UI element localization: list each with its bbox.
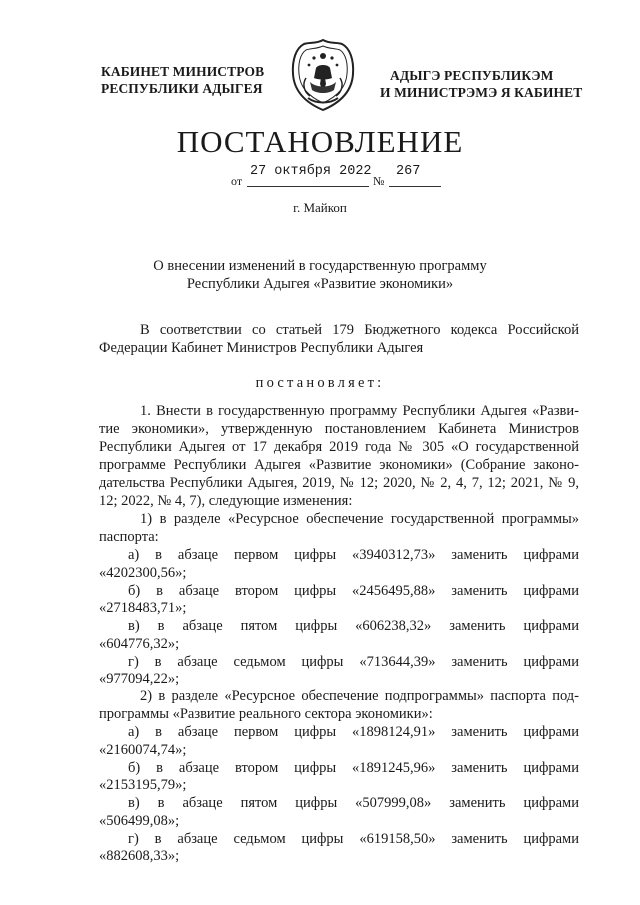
issuer-ady-line1: АДЫГЭ РЕСПУБЛИКЭМ <box>390 68 554 83</box>
subpoint2-line2: программы «Развитие реального сектора экономики»: <box>99 706 433 722</box>
item-word: цифрами <box>523 547 579 563</box>
item-word: втором <box>234 582 279 599</box>
item-word: абзаце <box>178 759 220 776</box>
item-word: заменить <box>451 830 508 847</box>
item-word: в <box>156 759 163 776</box>
s2-item-1 <box>128 724 579 742</box>
item-word: цифры <box>294 582 337 599</box>
item-word: цифры <box>294 547 337 563</box>
item-word: цифры <box>295 795 338 811</box>
s2-item-2-new-value: «2153195,79»; <box>99 777 187 793</box>
item-word: абзаце <box>177 830 218 847</box>
item-word: «1891245,96» <box>352 759 436 776</box>
preamble-line1: В соответствии со статьей 179 Бюджетного кодекса Российской <box>140 322 579 338</box>
item-word: заменить <box>449 618 506 634</box>
item-word: цифрами <box>523 618 579 634</box>
item-word: цифры <box>294 759 337 776</box>
body-p1-line3: Республики Адыгея от 17 декабря 2019 года № 305 «О государственной <box>99 439 579 455</box>
item-word: абзаце <box>177 653 218 670</box>
city-line: г. Майкоп <box>293 200 347 215</box>
item-word: абзаце <box>177 547 219 563</box>
item-word: а) <box>128 547 140 563</box>
s1-item-1 <box>128 547 579 565</box>
subject-line2: Республики Адыгея «Развитие экономики» <box>186 275 454 292</box>
body-p1-line1: 1. Внести в государственную программу Республики Адыгея «Разви- <box>140 403 579 419</box>
item-word: «2456495,88» <box>352 582 436 599</box>
issuer-name-adyghe <box>380 67 582 101</box>
item-word: пятом <box>240 618 278 634</box>
document-number: 267 <box>396 164 421 179</box>
body-p1-line2: тие экономики», утвержденную постановлением Кабинета Министров <box>99 421 579 437</box>
item-word: в <box>155 724 163 740</box>
preamble-line2: Федерации Кабинет Министров Республики Адыгея <box>99 340 424 356</box>
item-word: седьмом <box>233 830 286 847</box>
coat-of-arms-icon <box>290 38 356 112</box>
item-word: седьмом <box>233 653 286 670</box>
item-word: цифры <box>301 653 344 670</box>
item-word: цифры <box>295 618 338 634</box>
item-word: цифры <box>301 830 344 847</box>
item-word: абзаце <box>182 795 223 811</box>
s2-item-4-new-value: «882608,33»; <box>99 848 180 864</box>
item-word: абзаце <box>178 582 220 599</box>
s1-item-3 <box>128 618 579 636</box>
s2-item-3 <box>128 795 579 813</box>
item-word: заменить <box>451 547 508 563</box>
s1-item-2-new-value: «2718483,71»; <box>99 600 187 616</box>
item-word: в <box>157 618 165 634</box>
item-word: заменить <box>451 724 508 740</box>
date-number-line <box>231 164 451 190</box>
item-word: б) <box>128 759 141 776</box>
subpoint1-line2: паспорта: <box>99 529 159 545</box>
item-word: в <box>154 830 162 847</box>
body-p1-line4: программе Республики Адыгея «Развитие экономики» (Собрание законо- <box>99 457 579 473</box>
item-word: цифрами <box>523 795 579 811</box>
item-word: «619158,50» <box>359 830 436 847</box>
s1-item-4-new-value: «977094,22»; <box>99 671 180 687</box>
item-word: заменить <box>451 582 508 599</box>
item-word: в <box>155 547 163 563</box>
item-word: «1898124,91» <box>352 724 436 740</box>
item-word: заменить <box>451 759 508 776</box>
issuer-ru-line1: КАБИНЕТ МИНИСТРОВ <box>101 64 265 79</box>
document-title: ПОСТАНОВЛЕНИЕ <box>176 124 464 159</box>
s2-item-4 <box>128 831 579 849</box>
item-word: цифрами <box>523 830 579 847</box>
s2-item-3-new-value: «506499,08»; <box>99 812 180 829</box>
item-word: в <box>157 795 165 811</box>
item-word: цифрами <box>523 653 579 670</box>
issuer-ru-line2: РЕСПУБЛИКИ АДЫГЕЯ <box>101 81 263 96</box>
item-word: а) <box>128 724 140 740</box>
item-word: «713644,39» <box>359 653 436 670</box>
item-word: «3940312,73» <box>352 547 436 563</box>
item-word: в <box>156 582 163 599</box>
body-p1-line5: дательства Республики Адыгея, 2019, № 12; 2020, № 2, 4, 7, 12; 2021, № 9, <box>99 475 579 491</box>
item-word: в <box>154 653 162 670</box>
item-word: цифрами <box>523 759 579 776</box>
issuer-ady-line2: И МИНИСТРЭМЭ Я КАБИНЕТ <box>380 85 583 100</box>
s1-item-2 <box>128 583 579 601</box>
item-word: цифрами <box>523 724 579 740</box>
item-word: первом <box>233 724 279 740</box>
s1-item-1-new-value: «4202300,56»; <box>99 564 187 581</box>
document-subject <box>0 258 640 293</box>
item-word: г) <box>128 830 139 847</box>
item-word: заменить <box>449 795 506 811</box>
s2-item-2 <box>128 760 579 778</box>
item-word: «606238,32» <box>355 618 432 634</box>
item-word: в) <box>128 618 140 634</box>
subpoint2-line1: 2) в разделе «Ресурсное обеспечение подпрограммы» паспорта под- <box>140 688 579 704</box>
item-word: цифрами <box>523 582 579 599</box>
item-word: в) <box>128 795 140 811</box>
subject-line1: О внесении изменений в государственную программу <box>153 258 487 274</box>
number-underline <box>389 186 441 187</box>
item-word: абзаце <box>177 724 219 740</box>
date-from-label: от <box>231 174 243 188</box>
item-word: заменить <box>451 653 508 670</box>
item-word: б) <box>128 582 141 599</box>
body-p1-line6: 12; 2022, № 4, 7), следующие изменения: <box>99 493 353 509</box>
number-label: № <box>373 174 385 188</box>
s2-item-1-new-value: «2160074,74»; <box>99 741 187 758</box>
document-date: 27 октября 2022 <box>250 164 372 179</box>
date-underline <box>247 186 369 187</box>
item-word: первом <box>233 547 279 563</box>
item-word: абзаце <box>182 618 223 634</box>
s1-item-4 <box>128 654 579 672</box>
subpoint1-line1: 1) в разделе «Ресурсное обеспечение государственной программы» <box>140 511 579 527</box>
item-word: «507999,08» <box>355 795 432 811</box>
issuer-name-russian <box>101 63 264 97</box>
s1-item-3-new-value: «604776,32»; <box>99 635 180 652</box>
item-word: цифры <box>294 724 337 740</box>
item-word: пятом <box>240 795 278 811</box>
item-word: г) <box>128 653 139 670</box>
decree-word: постановляет: <box>255 375 385 391</box>
item-word: втором <box>234 759 279 776</box>
